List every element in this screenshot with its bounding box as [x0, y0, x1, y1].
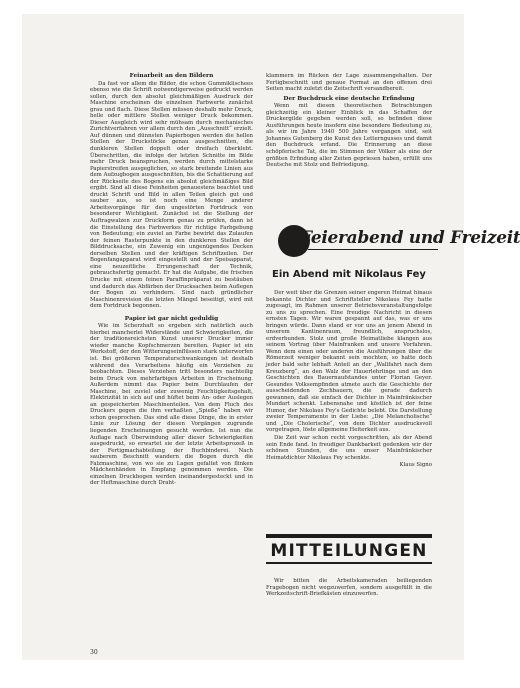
paragraph: Wir bitten die Arbeitskameraden beiliegenden Fragebogen nicht wegzuwerfen, sondern ausgefüllt in die Werkzeitschrift-Briefkästen einzuwerfen.: [266, 578, 432, 598]
mitteilungen-text: [266, 578, 432, 599]
left-column: [90, 73, 253, 488]
banner-underline: [308, 249, 438, 250]
abend-article: [266, 290, 432, 469]
section-title-feinarbeit: Feinarbeit an den Bildern: [129, 73, 214, 79]
heading-abend-nikolaus-fey: Ein Abend mit Nikolaus Fey: [272, 269, 426, 280]
right-column-top: [266, 73, 432, 170]
author-signature: Klaus Signo: [399, 462, 432, 469]
mitteilungen-title: MITTEILUNGEN: [270, 541, 428, 561]
paragraph: Wie im Scherzhaft so ergeben sich natürlich auch hierbei mancherlei Widerstände und Schwierigkeiten, die der traditionsreichsten Kunst unserer Drucker immer wieder manche Kopfschmerzen bereiten. Papier ist ein Werkstoff, der den Witterungseinflüssen stark unterworfen ist. Bei größeren Temperaturschwankungen ist deshalb während des Verarbeitens häufig ein Verziehen zu beobachten. Dieses Verziehen tritt besonders nachteilig beim Druck von mehrfarbigen Arbeiten in Erscheinung. Außerdem nimmt das Papier beim Durchlaufen der Maschine, bei zuviel oder zuwenig Feuchtigkeitsgehalt, Elektrizität in sich auf und hüftet beim An- oder Auslegen an gespeicherten Maschinenteilen. Von dem Fluch des Druckers gegen die ihm verhaßten „Spieße“ haben wir schon gesprochen. Das sind alle diese Dinge, die in erster Linie zur Lösung der diesen Vorgängen zugrunde liegenden Erscheinungen gesucht werden. Ist nun die Auflage nach Überwindung aller dieser Schwierigkeiten ausgedruckt, so erwartet sie der letzte Arbeitsprozeß in der Fertigmachabteilung der Buchbinderei. Nach sauberem Beschnitt wandern die Bogen durch die Falzmaschine, von wo sie zu Lagen gefaltet von flinken Mädchenhänden in Empfang genommen werden. Die einzelnen Druckbogen werden ineinandergesteckt und in der Heftmaschine durch Draht-: [90, 323, 253, 487]
paragraph: klammern im Rücken der Lage zusammengehalten. Der Fertigbeschnitt und genaue Format an den offenen drei Seiten macht zuletzt die Zeitschrift versandbereit.: [266, 73, 432, 93]
paragraph: Der weit über die Grenzen seiner engeren Heimat hinaus bekannte Dichter und Schriftsteller Nikolaus Fey hatte zugesagt, im Rahmen unserer Betriebsveranstaltungsfolge zu uns zu sprechen. Eine freudige Nachricht in diesen ernsten Tagen. Wir waren gespannt auf das, was er uns bringen würde. Dann stand er vor uns an jenem Abend in unserem Kantinenraum, freundlich, anspruchslos, erdverbunden. Stolz und große Heimatliebe klangen aus seinem Vortrag über Mainfranken und unsere Vorfahren. Wenn dem einen oder anderen die Ausführungen über die Römerzeit weniger bekannt sein mochten, so hatte doch jeder bald sehr lebhaft Anteil an der „Wallfahrt nach dem Kreuzberg“, an den Walz der Hauerlehrlinge und an den Geschichten des Bauernaufstandes unter Florian Geyer. Gesundes Volksempfinden atmete auch die Geschichte der ausscheidenden Zechbauern, die gerade dadurch gewannen, daß sie einfach der Dichter in Mainfränkischer Mundart schenkt. Lebensnahe und köstlich ist der feine Humor, der Nikolaus Fey's Gedichte belebt. Die Darstellung zweier Temperamente in der Liebe: „Die Melancholische“ und „Die Cholerische“, von dem Dichter ausdrucksvoll vorgetragen, löste allgemeine Heiterkeit aus.: [266, 290, 432, 434]
mitteilungen-header: [266, 534, 432, 566]
paragraph: Wenn mit diesen theoretischen Betrachtungen gleichzeitig ein kleiner Einblick in das Schaffen der Druckergilde gegeben werden soll, so befinden diese Ausführungen heute insofern eine besondere Bedeutung zu, als wir im Jahre 1940 500 Jahre vergangen sind, seit Johannes Gutenberg die Kunst des Letterngusses und damit den Buchdruck erfand. Die Erinnerung an diese schöpferische Tat, die im Stimmen der Völker als eine der größten Erfindung aller Zeiten gepriesen haben, erfüllt uns Deutsche mit Stolz und Befriedigung.: [266, 103, 432, 169]
mitteilungen-top-rule: [266, 534, 432, 538]
section-title-papier: Papier ist gar nicht geduldig: [124, 315, 219, 322]
mitteilungen-bottom-rule: [266, 562, 432, 564]
page-number: 30: [90, 649, 98, 656]
feierabend-banner: [278, 225, 520, 265]
paragraph: Da fast vor allem die Bilder, die schon Gummiklischees ebenso wie die Schrift notwendigerweise gedruckt werden sollen, durch den absolut gleichmäßigen Ausdruck der Maschine erscheinen die einzelnen Farbwerte zunächst grau und flach. Diese Stellen müssen deshalb mehr Druck, helle oder mittlere Stellen weniger Druck bekommen. Dieser Ausgleich wird sehr mühsam durch mechanisches Zurichtverfahren vor allem durch den „Ausschnitt“ erzielt. Auf dünnen und dünnsten Papierbogen werden die hellen Stellen der Druckstöcke genau ausgeschnitten, die dunkleren Stellen doppelt oder dreifach überklebt. Überschritten, die infolge der letzten Schnitte im Bilde mehr Druck beanspruchen, werden durch mittelstarke Papierstreifen ausgeglichen, so stark breitende Linien aus dem Aufzugbogen ausgeschnitten, bis die Schattierung auf der Rückseite des Bogens ein absolut gleichmäßiges Bild ergibt. Sind all diese Feinheiten genauestens beachtet und druckt Schrift und Bild in allen Teilen gleich gut und sauber aus, so ist noch eine Menge anderer Arbeitsvorgänge für den ungestörten Fortdruck von besonderer Wichtigkeit. Zunächst ist die Stellung der Auftragwalzen zur Druckform genau zu prüfen, dann ist die Einstellung des Farbwerkes für richtige Farbgebung von Bedeutung; ein zuviel an Farbe bewirkt das Zulaufen der feinen Rasterpunkte in den dunkleren Stellen der Bilddrucksache, ein Zuwenig ein ungenügendes Decken derselben Stellen und der kräftigen Schriftzeilen. Der Bogenfangapparat wird eingestellt und der Speisapparat, eine neuzeitliche Errungenschaft der Technik, gebrauchsfertig gemacht. Er hat die Aufgabe, die frischen Drucke mit einem feinen Paraffinpräparat zu bestäuben und dadurch das Abfärben der Drucksachen beim Auflegen der Bogen zu verhindern. Sind nach gründlicher Maschinenrevision die letzten Mängel beseitigt, wird mit dem Fortdruck begonnen.: [90, 80, 253, 310]
section-title-buchdruck: Der Buchdruck eine deutsche Erfindung: [283, 95, 415, 102]
feierabend-banner-text: Feierabend und Freizeit: [300, 228, 520, 248]
paragraph: Die Zeit war schon recht vorgeschritten, als der Abend sein Ende fand. In freudiger Dankbarkeit gedenken wir der schönen Stunden, die uns unser Mainfränkischer Heimatdichter Nikolaus Fey schenkte.: [266, 435, 432, 461]
